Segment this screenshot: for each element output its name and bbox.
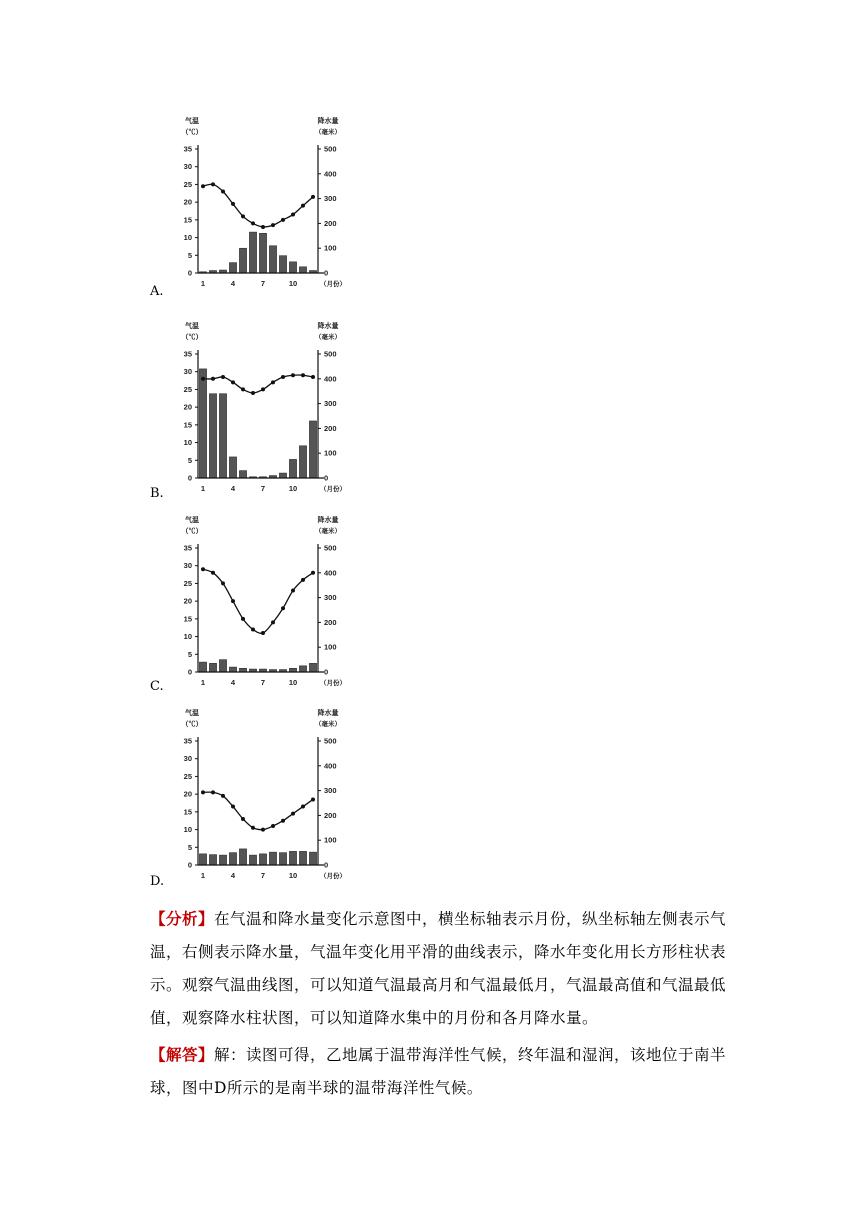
answer-paragraph <box>150 1038 750 1105</box>
temperature-point <box>291 589 295 593</box>
temperature-point <box>201 567 205 571</box>
precip-bar <box>219 394 226 478</box>
temp-tick-label: 35 <box>183 144 192 154</box>
month-tick-label: 10 <box>288 678 298 687</box>
precip-bar <box>219 660 226 672</box>
temp-tick-label: 30 <box>183 162 192 172</box>
temperature-curve <box>203 792 313 830</box>
temperature-point <box>261 828 265 832</box>
precip-axis-unit: （毫米） <box>315 129 341 136</box>
precip-tick-label: 100 <box>324 243 337 253</box>
temp-tick-label: 5 <box>187 842 192 852</box>
month-axis-unit: （月份） <box>320 281 346 288</box>
precip-tick-label: 500 <box>324 349 337 359</box>
precip-bar <box>199 854 206 865</box>
precip-tick-label: 300 <box>324 593 337 603</box>
precip-bar <box>219 855 226 865</box>
precip-bar <box>259 854 266 865</box>
temp-tick-label: 35 <box>183 543 192 553</box>
month-axis-unit: （月份） <box>320 680 346 687</box>
chart-svg <box>168 707 348 887</box>
temp-tick-label: 35 <box>183 349 192 359</box>
analysis-text: 在气温和降水量变化示意图中，横坐标轴表示月份，纵坐标轴左侧表示气温，右侧表示降水量，气温年变化用平滑的曲线表示，降水年变化用长方形柱状表示。观察气温曲线图，可以知道气温最高月和气温最低月，气温最高值和气温最低值，观察降水柱状图，可以知道降水集中的月份和各月降水量。 <box>150 910 727 1027</box>
temperature-point <box>281 606 285 610</box>
temperature-point <box>281 375 285 379</box>
precip-bar <box>239 248 246 273</box>
temperature-point <box>221 190 225 194</box>
temperature-point <box>211 571 215 575</box>
precip-tick-label: 0 <box>324 860 329 870</box>
precip-axis-unit: （毫米） <box>315 721 341 728</box>
month-tick-label: 1 <box>200 279 206 288</box>
analysis-paragraph <box>150 902 750 1035</box>
temp-tick-label: 35 <box>183 736 192 746</box>
precip-tick-label: 200 <box>324 810 337 820</box>
temp-tick-label: 30 <box>183 561 192 571</box>
month-tick-label: 1 <box>200 871 206 880</box>
temp-tick-label: 5 <box>187 649 192 659</box>
precip-tick-label: 0 <box>324 667 329 677</box>
precip-bar <box>239 471 246 478</box>
temp-tick-label: 5 <box>187 455 192 465</box>
precip-tick-label: 200 <box>324 617 337 627</box>
precip-axis-unit: （毫米） <box>315 334 341 341</box>
temp-tick-label: 0 <box>187 268 192 278</box>
temperature-curve <box>203 375 313 393</box>
precip-bar <box>289 459 296 478</box>
precip-bar <box>199 369 206 478</box>
month-tick-label: 10 <box>288 484 298 493</box>
precip-bar <box>309 663 316 672</box>
option-d-label[interactable]: D. <box>150 874 165 889</box>
precip-bar <box>299 446 306 478</box>
month-tick-label: 4 <box>230 484 236 493</box>
chart-svg <box>168 320 348 500</box>
precip-bar <box>269 852 276 865</box>
month-tick-label: 7 <box>260 871 266 880</box>
temp-tick-label: 10 <box>183 233 192 243</box>
temp-axis-title: 气温 <box>185 118 199 125</box>
temp-tick-label: 20 <box>183 197 192 207</box>
precip-tick-label: 300 <box>324 786 337 796</box>
precip-bar <box>229 457 236 478</box>
month-tick-label: 1 <box>200 678 206 687</box>
answer-tag: 【解答】 <box>150 1045 215 1064</box>
precip-bar <box>229 263 236 273</box>
month-tick-label: 4 <box>230 871 236 880</box>
temperature-point <box>201 377 205 381</box>
temperature-point <box>251 391 255 395</box>
chart-svg <box>168 514 348 694</box>
temperature-point <box>301 204 305 208</box>
precip-axis-title: 降水量 <box>317 710 339 717</box>
precip-bar <box>209 663 216 672</box>
temperature-point <box>231 380 235 384</box>
precip-bar <box>209 855 216 865</box>
precip-axis-title: 降水量 <box>317 517 339 524</box>
temp-tick-label: 20 <box>183 402 192 412</box>
answer-text: 解：读图可得，乙地属于温带海洋性气候，终年温和湿润，该地位于南半球，图中D所示的是南半球的温带海洋性气候。 <box>150 1046 727 1097</box>
precip-bar <box>209 394 216 478</box>
temp-axis-unit: （℃） <box>181 528 203 535</box>
option-c-label[interactable]: C. <box>150 679 164 694</box>
temp-tick-label: 15 <box>183 215 192 225</box>
temperature-point <box>261 225 265 229</box>
temperature-point <box>301 805 305 809</box>
climate-chart-c <box>168 514 348 694</box>
temp-axis-unit: （℃） <box>181 129 203 136</box>
precip-tick-label: 400 <box>324 374 337 384</box>
precip-tick-label: 100 <box>324 642 337 652</box>
temperature-point <box>261 387 265 391</box>
temperature-point <box>231 202 235 206</box>
precip-tick-label: 100 <box>324 835 337 845</box>
precip-bar <box>259 233 266 273</box>
month-tick-label: 4 <box>230 678 236 687</box>
temperature-point <box>231 599 235 603</box>
temperature-point <box>241 617 245 621</box>
temp-tick-label: 20 <box>183 789 192 799</box>
month-tick-label: 7 <box>260 678 266 687</box>
precip-tick-label: 400 <box>324 169 337 179</box>
option-b-label[interactable]: B. <box>150 486 164 501</box>
temp-axis-unit: （℃） <box>181 334 203 341</box>
month-tick-label: 7 <box>260 279 266 288</box>
precip-tick-label: 0 <box>324 268 329 278</box>
temp-tick-label: 25 <box>183 771 192 781</box>
temperature-point <box>301 373 305 377</box>
temp-tick-label: 0 <box>187 473 192 483</box>
temperature-point <box>271 620 275 624</box>
month-tick-label: 10 <box>288 279 298 288</box>
temperature-point <box>201 790 205 794</box>
climate-chart-b <box>168 320 348 500</box>
precip-bar <box>239 849 246 865</box>
precip-bar <box>299 851 306 865</box>
precip-bar <box>279 853 286 865</box>
precip-tick-label: 200 <box>324 218 337 228</box>
precip-bar <box>229 667 236 672</box>
precip-bar <box>269 246 276 273</box>
temperature-point <box>251 826 255 830</box>
precip-axis-unit: （毫米） <box>315 528 341 535</box>
precip-bar <box>279 256 286 273</box>
precip-bar <box>199 662 206 672</box>
temperature-point <box>241 214 245 218</box>
precip-bar <box>289 262 296 273</box>
temp-tick-label: 25 <box>183 578 192 588</box>
temp-tick-label: 0 <box>187 860 192 870</box>
temperature-point <box>311 195 315 199</box>
temperature-point <box>271 824 275 828</box>
temp-axis-title: 气温 <box>185 517 199 524</box>
precip-tick-label: 500 <box>324 736 337 746</box>
month-tick-label: 10 <box>288 871 298 880</box>
precip-tick-label: 200 <box>324 423 337 433</box>
temperature-point <box>311 375 315 379</box>
precip-tick-label: 0 <box>324 473 329 483</box>
precip-bar <box>249 232 256 273</box>
precip-tick-label: 300 <box>324 194 337 204</box>
temperature-point <box>231 805 235 809</box>
temperature-point <box>211 182 215 186</box>
temperature-curve <box>203 184 313 227</box>
precip-tick-label: 500 <box>324 144 337 154</box>
precip-axis-title: 降水量 <box>317 118 339 125</box>
temperature-point <box>241 817 245 821</box>
analysis-tag: 【分析】 <box>150 909 215 928</box>
month-tick-label: 7 <box>260 484 266 493</box>
temp-tick-label: 25 <box>183 384 192 394</box>
climate-chart-d <box>168 707 348 887</box>
precip-bar <box>289 851 296 865</box>
temp-tick-label: 10 <box>183 632 192 642</box>
temperature-point <box>281 218 285 222</box>
temperature-point <box>251 627 255 631</box>
temperature-point <box>241 387 245 391</box>
month-axis-unit: （月份） <box>320 873 346 880</box>
temp-tick-label: 15 <box>183 807 192 817</box>
temperature-point <box>311 797 315 801</box>
temp-tick-label: 15 <box>183 614 192 624</box>
temp-tick-label: 0 <box>187 667 192 677</box>
temperature-point <box>211 377 215 381</box>
temp-tick-label: 15 <box>183 420 192 430</box>
temperature-point <box>221 794 225 798</box>
precip-tick-label: 400 <box>324 568 337 578</box>
temperature-point <box>291 213 295 217</box>
temperature-point <box>201 184 205 188</box>
temperature-point <box>261 631 265 635</box>
temp-axis-unit: （℃） <box>181 721 203 728</box>
month-tick-label: 1 <box>200 484 206 493</box>
chart-svg <box>168 115 348 295</box>
month-tick-label: 4 <box>230 279 236 288</box>
temperature-point <box>291 373 295 377</box>
temperature-point <box>311 571 315 575</box>
temp-tick-label: 10 <box>183 438 192 448</box>
temp-axis-title: 气温 <box>185 323 199 330</box>
temperature-point <box>271 380 275 384</box>
temperature-point <box>211 790 215 794</box>
temp-tick-label: 30 <box>183 754 192 764</box>
temperature-point <box>291 812 295 816</box>
temp-tick-label: 20 <box>183 596 192 606</box>
temp-tick-label: 30 <box>183 367 192 377</box>
temp-tick-label: 10 <box>183 825 192 835</box>
temperature-point <box>251 221 255 225</box>
temperature-point <box>301 578 305 582</box>
precip-tick-label: 400 <box>324 761 337 771</box>
precip-bar <box>309 852 316 865</box>
temp-tick-label: 5 <box>187 250 192 260</box>
temperature-point <box>281 819 285 823</box>
option-a-label[interactable]: A. <box>150 284 164 299</box>
precip-tick-label: 500 <box>324 543 337 553</box>
precip-bar <box>299 267 306 273</box>
temperature-point <box>271 223 275 227</box>
temperature-curve <box>203 569 313 633</box>
precip-bar <box>309 421 316 478</box>
month-axis-unit: （月份） <box>320 486 346 493</box>
temperature-point <box>221 581 225 585</box>
climate-chart-a <box>168 115 348 295</box>
precip-bar <box>279 473 286 478</box>
precip-axis-title: 降水量 <box>317 323 339 330</box>
temp-axis-title: 气温 <box>185 710 199 717</box>
precip-tick-label: 300 <box>324 399 337 409</box>
temperature-point <box>221 375 225 379</box>
precip-bar <box>299 666 306 672</box>
temp-tick-label: 25 <box>183 179 192 189</box>
precip-bar <box>229 853 236 865</box>
precip-bar <box>249 855 256 865</box>
precip-tick-label: 100 <box>324 448 337 458</box>
